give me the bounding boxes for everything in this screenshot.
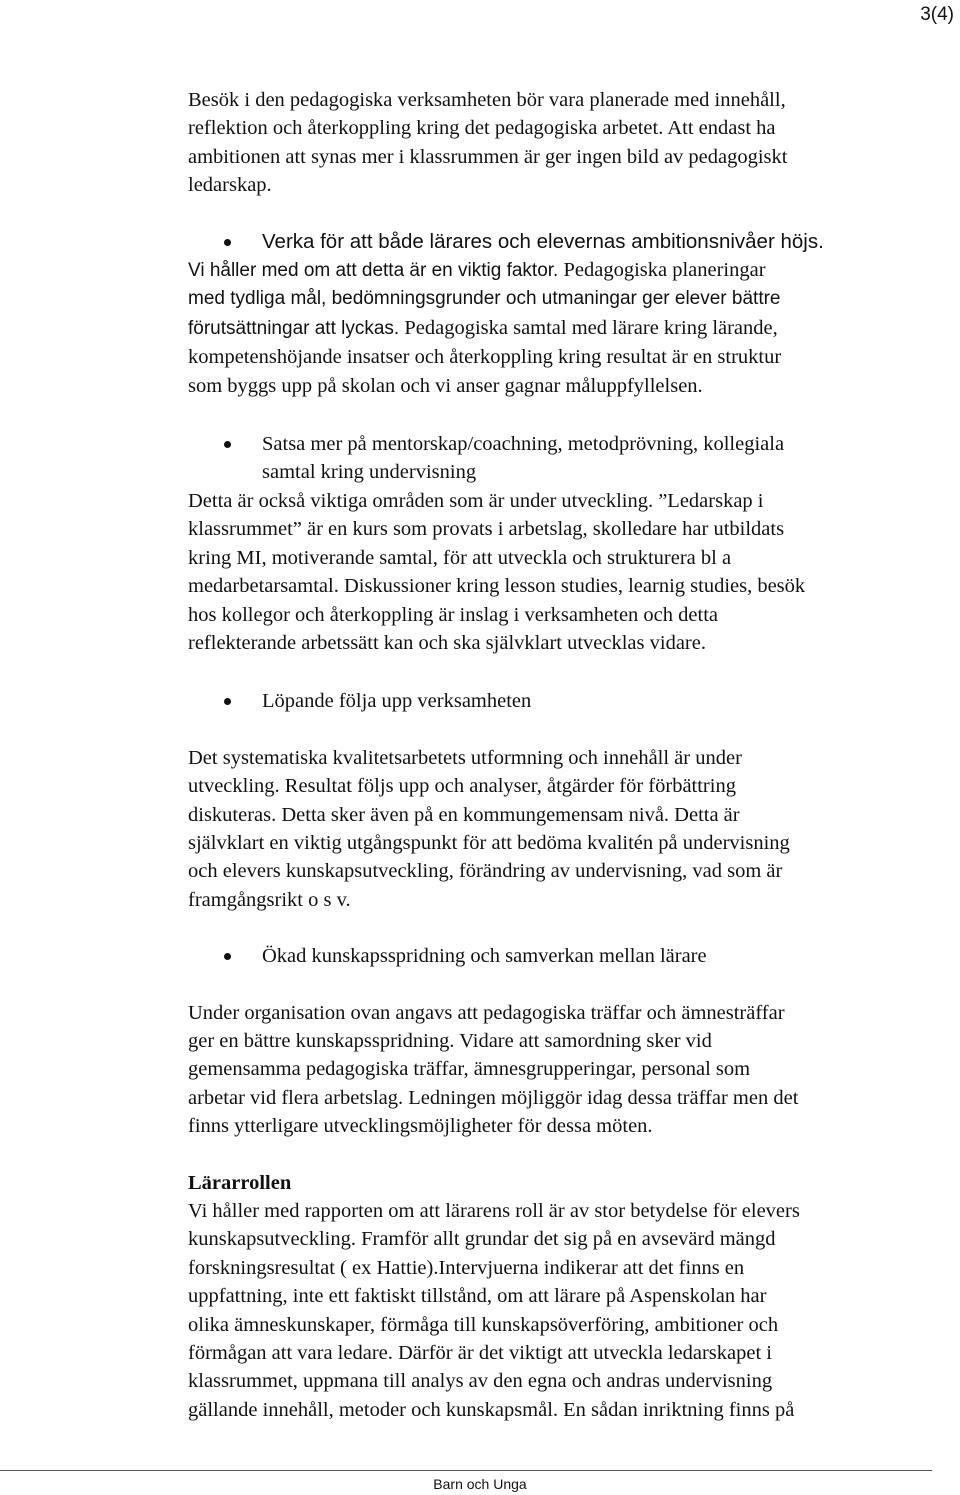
paragraph-organisation [188,999,938,1141]
footer-divider [0,1470,932,1471]
bullet-item-lopande [188,687,938,715]
text-line: finns ytterligare utvecklingsmöjligheter för dessa möten. [188,1115,653,1138]
paragraph-viktig-faktor [188,256,938,400]
text-line: medarbetarsamtal. Diskussioner kring lesson studies, learnig studies, besök [188,575,806,598]
text-line: klassrummet” är en kurs som provats i arbetslag, skolledare har utbildats [188,518,785,541]
bullet-text: Löpande följa upp verksamheten [262,690,532,713]
bullet-icon [224,239,231,246]
paragraph-besok [188,86,938,200]
text-run: Pedagogiska samtal med lärare kring lärande, [404,316,778,339]
text-line: reflekterande arbetssätt kan och ska självklart utvecklas vidare. [188,631,706,654]
bullet-item-ambitionsniva [188,228,938,256]
text-line: reflektion och återkoppling kring det pedagogiska arbetet. Att endast ha [188,117,776,140]
paragraph-kvalitetsarbete [188,744,938,914]
text-line: diskuteras. Detta sker även på en kommungemensam nivå. Detta är [188,803,740,826]
text-run: Vi håller med om att detta är en viktig faktor. [188,260,559,282]
paragraph-lararrollen [188,1197,938,1424]
text-line: och elevers kunskapsutveckling, förändring av undervisning, vad som är [188,860,783,883]
text-line: med tydliga mål, bedömningsgrunder och utmaningar ger elever bättre [188,288,781,310]
text-line: självklart en viktig utgångspunkt för att bedöma kvalitén på undervisning [188,831,790,854]
text-line: gällande innehåll, metoder och kunskapsmål. En sådan inriktning finns på [188,1398,795,1421]
text-line: kunskapsutveckling. Framför allt grundar det sig på en avsevärd mängd [188,1228,776,1251]
text-line: Detta är också viktiga områden som är under utveckling. ”Ledarskap i [188,489,764,512]
text-line: kompetenshöjande insatser och återkoppling kring resultat är en struktur [188,346,782,369]
bullet-text: Satsa mer på mentorskap/coachning, metodprövning, kollegiala [262,433,785,456]
text-line: gemensamma pedagogiska träffar, ämnesgrupperingar, personal som [188,1058,751,1081]
bullet-item-kunskapsspridning [188,942,938,970]
text-line: som byggs upp på skolan och vi anser gagnar måluppfyllelsen. [188,374,703,397]
text-run: Pedagogiska planeringar [563,259,766,282]
text-line: forskningsresultat ( ex Hattie).Intervjuerna indikerar att det finns en [188,1256,745,1279]
bullet-item-mentorskap-cont [188,458,938,486]
paragraph-ledarskap [188,487,938,657]
text-run: förutsättningar att lyckas. [188,317,400,339]
text-line: förmågan att vara ledare. Därför är det viktigt att utveckla ledarskapet i [188,1342,772,1365]
text-line: ger en bättre kunskapsspridning. Vidare att samordning sker vid [188,1029,712,1052]
text-line: klassrummet, uppmana till analys av den egna och andras undervisning [188,1370,773,1393]
text-line: framgångsrikt o s v. [188,888,351,911]
bullet-text: samtal kring undervisning [262,461,477,484]
text-line: Vi håller med rapporten om att lärarens roll är av stor betydelse för elevers [188,1200,800,1222]
text-line [188,314,938,343]
text-line: Under organisation ovan angavs att pedagogiska träffar och ämnesträffar [188,1001,785,1024]
text-line: kring MI, motiverande samtal, för att utveckla och strukturera bl a [188,546,732,569]
text-line: Besök i den pedagogiska verksamheten bör vara planerade med innehåll, [188,89,786,111]
bullet-icon [224,953,231,960]
text-line: ledarskap. [188,174,272,197]
document-body [188,86,938,1424]
text-line: hos kollegor och återkoppling är inslag i verksamheten och detta [188,603,718,626]
bullet-icon [224,441,231,448]
footer-text: Barn och Unga [433,1476,527,1492]
text-line: uppfattning, inte ett faktiskt tillstånd, om att lärare på Aspenskolan har [188,1285,767,1308]
bullet-text: Ökad kunskapsspridning och samverkan mellan lärare [262,945,707,968]
text-line: utveckling. Resultat följs upp och analyser, åtgärder för förbättring [188,775,736,798]
text-line: olika ämneskunskaper, förmåga till kunskapsöverföring, ambitioner och [188,1313,779,1336]
bullet-icon [224,698,231,705]
text-line [188,256,938,285]
text-line: ambitionen att synas mer i klassrummen är ger ingen bild av pedagogiskt [188,145,788,168]
bullet-text: Verka för att både lärares och elevernas ambitionsnivåer höjs. [262,229,824,253]
bullet-item-mentorskap [188,430,938,458]
section-heading-lararrollen: Lärarrollen [188,1171,292,1194]
page-number: 3(4) [920,4,954,25]
text-line: arbetar vid flera arbetslag. Ledningen möjliggör idag dessa träffar men det [188,1086,799,1109]
text-line: Det systematiska kvalitetsarbetets utformning och innehåll är under [188,746,742,769]
